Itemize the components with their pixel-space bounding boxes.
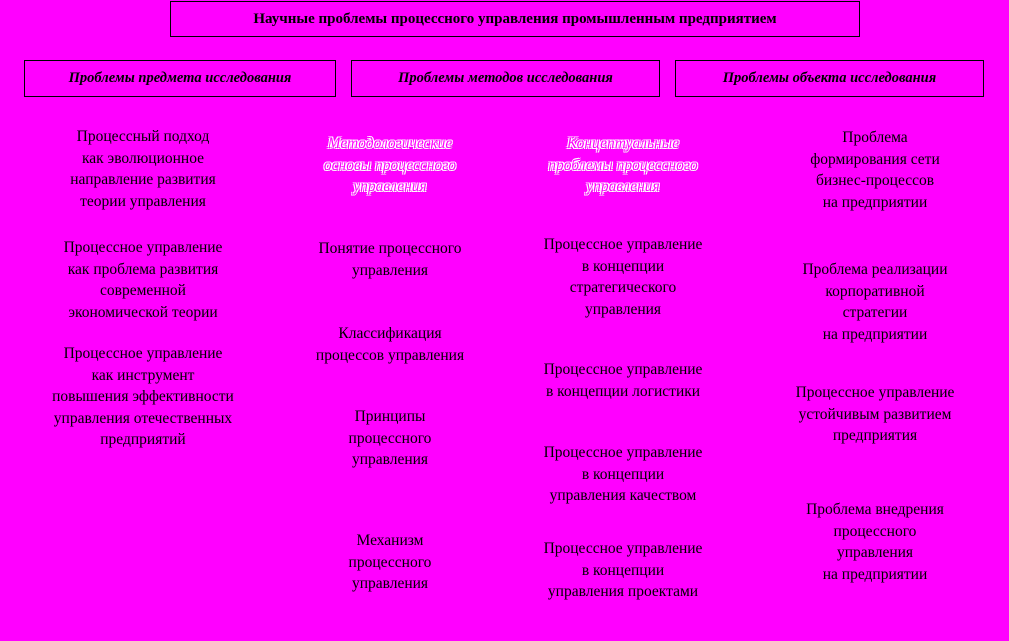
subject-item-economic-theory: Процессное управление как проблема развития современной экономической теории <box>63 239 223 321</box>
header-object-problems: Проблемы объекта исследования <box>675 60 984 97</box>
concepts-subheading: Концептуальные проблемы процессного управления <box>548 135 698 195</box>
subject-item-process-approach: Процессный подход как эволюционное направление развития теории управления <box>70 128 216 210</box>
concepts-item-logistics: Процессное управление в концепции логистики <box>543 361 703 400</box>
diagram-title: Научные проблемы процессного управления промышленным предприятием <box>170 1 860 37</box>
methods-subheading: Методологические основы процессного управления <box>323 135 457 195</box>
concepts-item-projects: Процессное управление в концепции управления проектами <box>543 540 703 600</box>
object-item-process-network: Проблема формирования сети бизнес-процессов на предприятии <box>810 129 940 211</box>
methods-item-mechanism: Механизм процессного управления <box>348 532 432 592</box>
concepts-item-quality: Процессное управление в концепции управления качеством <box>543 444 703 504</box>
methods-item-classification: Классификация процессов управления <box>315 325 465 364</box>
header-method-problems: Проблемы методов исследования <box>351 60 660 97</box>
concepts-item-strategic: Процессное управление в концепции стратегического управления <box>543 236 703 318</box>
object-item-corporate-strategy: Проблема реализации корпоративной стратегии на предприятии <box>802 261 948 343</box>
header-subject-problems: Проблемы предмета исследования <box>24 60 336 97</box>
methods-item-principles: Принципы процессного управления <box>348 408 432 468</box>
object-item-implementation: Проблема внедрения процессного управления на предприятии <box>806 501 944 583</box>
object-item-sustainable-development: Процессное управление устойчивым развитием предприятия <box>795 384 955 444</box>
subject-item-efficiency-tool: Процессное управление как инструмент повышения эффективности управления отечественных предприятий <box>52 345 234 448</box>
methods-item-concept: Понятие процессного управления <box>318 240 462 279</box>
